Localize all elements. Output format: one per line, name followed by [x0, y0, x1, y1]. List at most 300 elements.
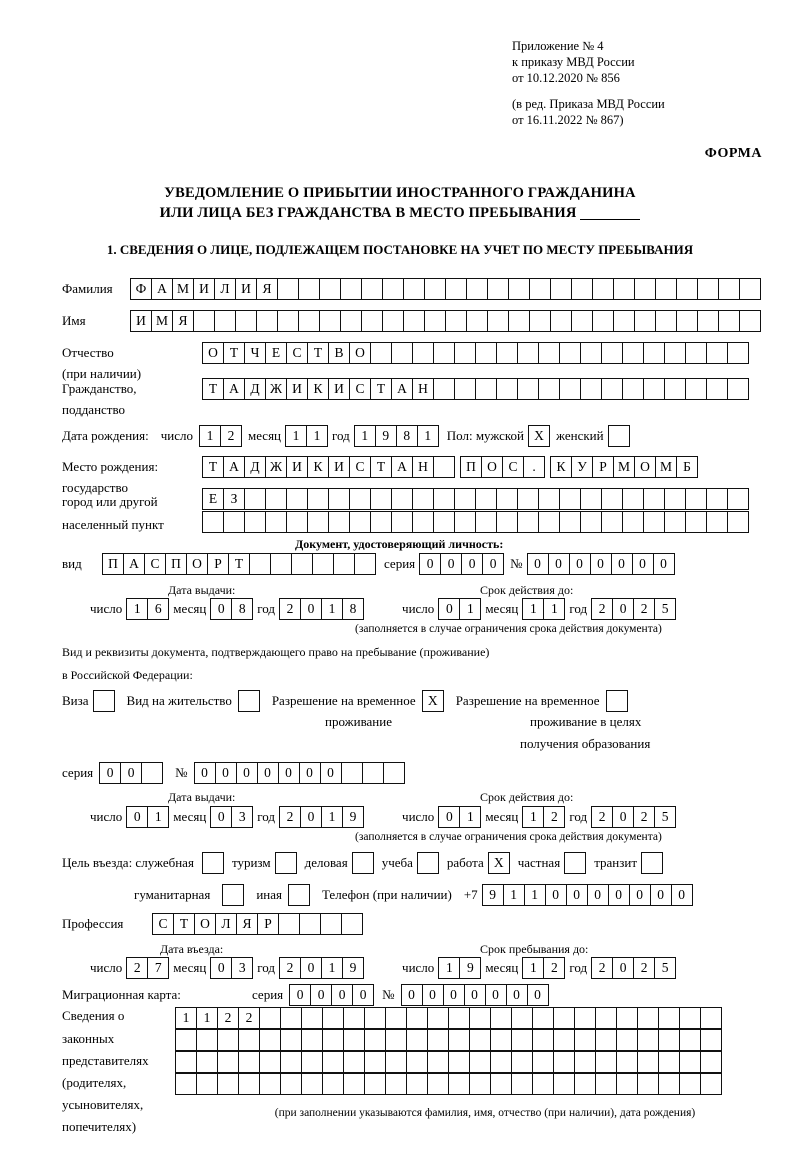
form-cell[interactable]	[685, 378, 707, 400]
form-cell[interactable]: 0	[632, 553, 654, 575]
form-cell[interactable]	[433, 342, 455, 364]
form-cell[interactable]: Н	[412, 456, 434, 478]
form-cell[interactable]	[291, 553, 313, 575]
phone-input[interactable]	[482, 884, 693, 906]
form-cell[interactable]: Т	[202, 378, 224, 400]
form-cell[interactable]	[595, 1073, 617, 1095]
form-cell[interactable]	[559, 378, 581, 400]
form-cell[interactable]	[433, 488, 455, 510]
form-cell[interactable]: К	[550, 456, 572, 478]
form-cell[interactable]	[343, 1051, 365, 1073]
form-cell[interactable]	[427, 1029, 449, 1051]
form-cell[interactable]	[511, 1029, 533, 1051]
form-cell[interactable]: 0	[612, 598, 634, 620]
form-cell[interactable]	[328, 488, 350, 510]
form-cell[interactable]	[256, 310, 278, 332]
form-cell[interactable]: 0	[120, 762, 142, 784]
form-cell[interactable]	[658, 1073, 680, 1095]
form-cell[interactable]	[217, 1029, 239, 1051]
form-cell[interactable]	[706, 378, 728, 400]
permit-series-input[interactable]	[99, 762, 163, 784]
form-cell[interactable]	[580, 342, 602, 364]
form-cell[interactable]: 2	[633, 957, 655, 979]
form-cell[interactable]	[448, 1073, 470, 1095]
form-cell[interactable]: К	[307, 456, 329, 478]
form-cell[interactable]: Т	[307, 342, 329, 364]
form-cell[interactable]: О	[194, 913, 216, 935]
form-cell[interactable]: И	[286, 378, 308, 400]
form-cell[interactable]: 0	[506, 984, 528, 1006]
entry-year-input[interactable]	[279, 957, 364, 979]
birth-month-input[interactable]	[285, 425, 328, 447]
form-cell[interactable]: 0	[650, 884, 672, 906]
form-cell[interactable]: Ч	[244, 342, 266, 364]
form-cell[interactable]	[634, 310, 656, 332]
form-cell[interactable]	[679, 1029, 701, 1051]
form-cell[interactable]: И	[193, 278, 215, 300]
form-cell[interactable]	[580, 488, 602, 510]
form-cell[interactable]: 0	[443, 984, 465, 1006]
form-cell[interactable]	[469, 1073, 491, 1095]
form-cell[interactable]	[616, 1007, 638, 1029]
form-cell[interactable]	[664, 378, 686, 400]
form-cell[interactable]: 9	[342, 806, 364, 828]
form-cell[interactable]: 0	[210, 598, 232, 620]
form-cell[interactable]	[445, 310, 467, 332]
form-cell[interactable]	[511, 1007, 533, 1029]
form-cell[interactable]	[580, 511, 602, 533]
permit-issue-day-input[interactable]	[126, 806, 169, 828]
form-cell[interactable]: 0	[300, 598, 322, 620]
form-cell[interactable]: М	[655, 456, 677, 478]
form-cell[interactable]	[601, 378, 623, 400]
migration-series-input[interactable]	[289, 984, 374, 1006]
form-cell[interactable]: 1	[285, 425, 307, 447]
form-cell[interactable]	[217, 1073, 239, 1095]
form-cell[interactable]: Л	[214, 278, 236, 300]
form-cell[interactable]	[391, 511, 413, 533]
form-cell[interactable]: 1	[126, 598, 148, 620]
form-cell[interactable]: 2	[633, 598, 655, 620]
birth-year-input[interactable]	[354, 425, 439, 447]
form-cell[interactable]: О	[481, 456, 503, 478]
form-cell[interactable]	[700, 1073, 722, 1095]
form-cell[interactable]: И	[130, 310, 152, 332]
form-cell[interactable]: 1	[306, 425, 328, 447]
form-cell[interactable]	[364, 1051, 386, 1073]
form-cell[interactable]	[532, 1029, 554, 1051]
form-cell[interactable]	[307, 488, 329, 510]
legal-rep-line-1-input[interactable]	[175, 1007, 722, 1029]
form-cell[interactable]	[706, 342, 728, 364]
form-cell[interactable]	[553, 1051, 575, 1073]
form-cell[interactable]	[202, 511, 224, 533]
form-cell[interactable]: М	[613, 456, 635, 478]
form-cell[interactable]: М	[172, 278, 194, 300]
form-cell[interactable]	[175, 1029, 197, 1051]
form-cell[interactable]	[301, 1051, 323, 1073]
form-cell[interactable]	[235, 310, 257, 332]
edu-residence-checkbox[interactable]	[606, 690, 628, 712]
form-cell[interactable]	[343, 1007, 365, 1029]
form-cell[interactable]	[406, 1073, 428, 1095]
form-cell[interactable]: С	[502, 456, 524, 478]
form-cell[interactable]	[595, 1051, 617, 1073]
form-cell[interactable]: П	[102, 553, 124, 575]
form-cell[interactable]: 0	[422, 984, 444, 1006]
form-cell[interactable]: К	[307, 378, 329, 400]
form-cell[interactable]	[559, 488, 581, 510]
form-cell[interactable]	[238, 1029, 260, 1051]
form-cell[interactable]: 0	[527, 984, 549, 1006]
form-cell[interactable]	[538, 342, 560, 364]
form-cell[interactable]: 2	[220, 425, 242, 447]
form-cell[interactable]	[382, 310, 404, 332]
form-cell[interactable]	[361, 310, 383, 332]
form-cell[interactable]	[301, 1073, 323, 1095]
form-cell[interactable]	[341, 913, 363, 935]
form-cell[interactable]	[383, 762, 405, 784]
sex-male-checkbox[interactable]: X	[528, 425, 550, 447]
form-cell[interactable]: 1	[196, 1007, 218, 1029]
name-input[interactable]	[130, 310, 761, 332]
form-cell[interactable]	[508, 278, 530, 300]
form-cell[interactable]	[298, 310, 320, 332]
form-cell[interactable]: 5	[654, 957, 676, 979]
form-cell[interactable]	[508, 310, 530, 332]
form-cell[interactable]	[616, 1051, 638, 1073]
form-cell[interactable]: 0	[331, 984, 353, 1006]
form-cell[interactable]: .	[523, 456, 545, 478]
doc-valid-year-input[interactable]	[591, 598, 676, 620]
form-cell[interactable]: А	[391, 378, 413, 400]
form-cell[interactable]: Ж	[265, 378, 287, 400]
form-cell[interactable]	[727, 378, 749, 400]
doc-issue-day-input[interactable]	[126, 598, 169, 620]
form-cell[interactable]: 1	[199, 425, 221, 447]
purpose-business-checkbox[interactable]	[352, 852, 374, 874]
form-cell[interactable]: 0	[671, 884, 693, 906]
form-cell[interactable]	[280, 1073, 302, 1095]
form-cell[interactable]	[364, 1073, 386, 1095]
form-cell[interactable]	[475, 342, 497, 364]
form-cell[interactable]	[340, 278, 362, 300]
form-cell[interactable]	[322, 1029, 344, 1051]
form-cell[interactable]	[622, 488, 644, 510]
purpose-study-checkbox[interactable]	[417, 852, 439, 874]
form-cell[interactable]	[532, 1051, 554, 1073]
form-cell[interactable]	[697, 310, 719, 332]
form-cell[interactable]	[341, 762, 363, 784]
form-cell[interactable]: 0	[590, 553, 612, 575]
purpose-transit-checkbox[interactable]	[641, 852, 663, 874]
form-cell[interactable]: 1	[321, 598, 343, 620]
form-cell[interactable]: Н	[412, 378, 434, 400]
form-cell[interactable]: 1	[354, 425, 376, 447]
form-cell[interactable]: 0	[653, 553, 675, 575]
form-cell[interactable]	[658, 1007, 680, 1029]
form-cell[interactable]	[496, 488, 518, 510]
form-cell[interactable]: 9	[459, 957, 481, 979]
form-cell[interactable]	[658, 1029, 680, 1051]
form-cell[interactable]	[511, 1051, 533, 1073]
form-cell[interactable]	[364, 1007, 386, 1029]
form-cell[interactable]	[496, 342, 518, 364]
form-cell[interactable]	[364, 1029, 386, 1051]
form-cell[interactable]	[328, 511, 350, 533]
form-cell[interactable]	[277, 310, 299, 332]
form-cell[interactable]	[193, 310, 215, 332]
form-cell[interactable]: Р	[592, 456, 614, 478]
form-cell[interactable]	[685, 511, 707, 533]
form-cell[interactable]: 0	[566, 884, 588, 906]
form-cell[interactable]	[238, 1051, 260, 1073]
form-cell[interactable]: 2	[126, 957, 148, 979]
form-cell[interactable]	[391, 488, 413, 510]
form-cell[interactable]: 0	[438, 598, 460, 620]
form-cell[interactable]: 0	[300, 957, 322, 979]
form-cell[interactable]: 0	[210, 957, 232, 979]
form-cell[interactable]: 0	[611, 553, 633, 575]
form-cell[interactable]: 9	[375, 425, 397, 447]
form-cell[interactable]: 1	[503, 884, 525, 906]
form-cell[interactable]: 0	[352, 984, 374, 1006]
form-cell[interactable]	[595, 1007, 617, 1029]
permit-issue-month-input[interactable]	[210, 806, 253, 828]
form-cell[interactable]: Д	[244, 378, 266, 400]
form-cell[interactable]	[643, 511, 665, 533]
form-cell[interactable]	[322, 1073, 344, 1095]
form-cell[interactable]: 2	[279, 957, 301, 979]
form-cell[interactable]	[658, 1051, 680, 1073]
form-cell[interactable]: 0	[289, 984, 311, 1006]
form-cell[interactable]: 3	[231, 806, 253, 828]
form-cell[interactable]: 0	[587, 884, 609, 906]
form-cell[interactable]	[259, 1029, 281, 1051]
entry-month-input[interactable]	[210, 957, 253, 979]
form-cell[interactable]	[700, 1051, 722, 1073]
form-cell[interactable]: 0	[629, 884, 651, 906]
form-cell[interactable]	[475, 511, 497, 533]
form-cell[interactable]	[550, 278, 572, 300]
form-cell[interactable]	[319, 310, 341, 332]
form-cell[interactable]	[319, 278, 341, 300]
form-cell[interactable]: О	[202, 342, 224, 364]
form-cell[interactable]	[655, 278, 677, 300]
form-cell[interactable]	[286, 488, 308, 510]
form-cell[interactable]	[469, 1007, 491, 1029]
form-cell[interactable]: О	[349, 342, 371, 364]
form-cell[interactable]	[469, 1029, 491, 1051]
form-cell[interactable]	[601, 511, 623, 533]
doc-valid-month-input[interactable]	[522, 598, 565, 620]
form-cell[interactable]	[469, 1051, 491, 1073]
form-cell[interactable]	[196, 1029, 218, 1051]
form-cell[interactable]	[574, 1073, 596, 1095]
form-cell[interactable]	[370, 488, 392, 510]
form-cell[interactable]: И	[286, 456, 308, 478]
form-cell[interactable]: А	[223, 378, 245, 400]
form-cell[interactable]	[739, 310, 761, 332]
form-cell[interactable]	[637, 1073, 659, 1095]
form-cell[interactable]: 0	[310, 984, 332, 1006]
form-cell[interactable]: 2	[238, 1007, 260, 1029]
form-cell[interactable]	[517, 488, 539, 510]
form-cell[interactable]: 0	[99, 762, 121, 784]
form-cell[interactable]	[343, 1029, 365, 1051]
form-cell[interactable]: Т	[228, 553, 250, 575]
birthplace-state-input[interactable]	[202, 456, 698, 478]
profession-input[interactable]	[152, 913, 363, 935]
form-cell[interactable]	[244, 511, 266, 533]
form-cell[interactable]: 1	[522, 598, 544, 620]
form-cell[interactable]: 0	[300, 806, 322, 828]
form-cell[interactable]	[574, 1007, 596, 1029]
form-cell[interactable]	[727, 342, 749, 364]
form-cell[interactable]	[637, 1029, 659, 1051]
form-cell[interactable]	[676, 278, 698, 300]
form-cell[interactable]	[727, 511, 749, 533]
form-cell[interactable]	[391, 342, 413, 364]
doc-issue-month-input[interactable]	[210, 598, 253, 620]
form-cell[interactable]	[718, 278, 740, 300]
form-cell[interactable]: 0	[482, 553, 504, 575]
form-cell[interactable]: Ж	[265, 456, 287, 478]
permit-issue-year-input[interactable]	[279, 806, 364, 828]
form-cell[interactable]	[298, 278, 320, 300]
purpose-other-checkbox[interactable]	[288, 884, 310, 906]
form-cell[interactable]: 0	[548, 553, 570, 575]
form-cell[interactable]: 0	[612, 806, 634, 828]
form-cell[interactable]: 0	[126, 806, 148, 828]
form-cell[interactable]	[307, 511, 329, 533]
form-cell[interactable]	[427, 1051, 449, 1073]
form-cell[interactable]: 2	[591, 598, 613, 620]
form-cell[interactable]	[385, 1007, 407, 1029]
form-cell[interactable]: 0	[612, 957, 634, 979]
doc-series-input[interactable]	[419, 553, 504, 575]
form-cell[interactable]	[655, 310, 677, 332]
form-cell[interactable]	[412, 342, 434, 364]
form-cell[interactable]	[445, 278, 467, 300]
form-cell[interactable]	[706, 511, 728, 533]
form-cell[interactable]	[532, 1073, 554, 1095]
visa-checkbox[interactable]	[93, 690, 115, 712]
form-cell[interactable]	[622, 511, 644, 533]
form-cell[interactable]: П	[460, 456, 482, 478]
form-cell[interactable]	[406, 1007, 428, 1029]
form-cell[interactable]: 2	[543, 806, 565, 828]
form-cell[interactable]	[538, 378, 560, 400]
form-cell[interactable]	[286, 511, 308, 533]
form-cell[interactable]: Д	[244, 456, 266, 478]
form-cell[interactable]	[270, 553, 292, 575]
form-cell[interactable]	[550, 310, 572, 332]
form-cell[interactable]	[403, 310, 425, 332]
purpose-service-checkbox[interactable]	[202, 852, 224, 874]
form-cell[interactable]	[532, 1007, 554, 1029]
form-cell[interactable]	[424, 278, 446, 300]
form-cell[interactable]	[322, 1051, 344, 1073]
form-cell[interactable]	[277, 278, 299, 300]
form-cell[interactable]	[592, 278, 614, 300]
form-cell[interactable]	[487, 310, 509, 332]
form-cell[interactable]: 2	[279, 806, 301, 828]
form-cell[interactable]: И	[235, 278, 257, 300]
form-cell[interactable]	[214, 310, 236, 332]
form-cell[interactable]: И	[328, 456, 350, 478]
form-cell[interactable]	[643, 488, 665, 510]
form-cell[interactable]	[490, 1029, 512, 1051]
form-cell[interactable]: С	[349, 456, 371, 478]
form-cell[interactable]	[299, 913, 321, 935]
form-cell[interactable]: 0	[278, 762, 300, 784]
form-cell[interactable]	[280, 1051, 302, 1073]
form-cell[interactable]	[370, 342, 392, 364]
form-cell[interactable]: 2	[279, 598, 301, 620]
form-cell[interactable]	[259, 1073, 281, 1095]
form-cell[interactable]: 1	[522, 806, 544, 828]
form-cell[interactable]: 0	[401, 984, 423, 1006]
form-cell[interactable]	[280, 1029, 302, 1051]
form-cell[interactable]: 0	[215, 762, 237, 784]
permit-valid-year-input[interactable]	[591, 806, 676, 828]
form-cell[interactable]	[175, 1073, 197, 1095]
form-cell[interactable]	[349, 488, 371, 510]
form-cell[interactable]: 0	[438, 806, 460, 828]
form-cell[interactable]	[454, 342, 476, 364]
form-cell[interactable]: З	[223, 488, 245, 510]
purpose-humanitarian-checkbox[interactable]	[222, 884, 244, 906]
form-cell[interactable]	[664, 488, 686, 510]
form-cell[interactable]	[637, 1007, 659, 1029]
form-cell[interactable]	[322, 1007, 344, 1029]
form-cell[interactable]	[196, 1073, 218, 1095]
stay-day-input[interactable]	[438, 957, 481, 979]
form-cell[interactable]	[601, 488, 623, 510]
purpose-private-checkbox[interactable]	[564, 852, 586, 874]
form-cell[interactable]	[574, 1051, 596, 1073]
form-cell[interactable]	[175, 1051, 197, 1073]
form-cell[interactable]: Б	[676, 456, 698, 478]
form-cell[interactable]	[362, 762, 384, 784]
form-cell[interactable]	[448, 1029, 470, 1051]
purpose-work-checkbox[interactable]: X	[488, 852, 510, 874]
form-cell[interactable]	[559, 342, 581, 364]
form-cell[interactable]	[320, 913, 342, 935]
form-cell[interactable]	[259, 1051, 281, 1073]
form-cell[interactable]	[700, 1029, 722, 1051]
form-cell[interactable]	[370, 511, 392, 533]
form-cell[interactable]: Е	[202, 488, 224, 510]
form-cell[interactable]	[454, 378, 476, 400]
form-cell[interactable]	[679, 1051, 701, 1073]
form-cell[interactable]: П	[165, 553, 187, 575]
form-cell[interactable]: Т	[370, 378, 392, 400]
form-cell[interactable]: 6	[147, 598, 169, 620]
form-cell[interactable]	[580, 378, 602, 400]
form-cell[interactable]	[349, 511, 371, 533]
form-cell[interactable]	[223, 511, 245, 533]
form-cell[interactable]	[490, 1051, 512, 1073]
form-cell[interactable]: 1	[459, 598, 481, 620]
form-cell[interactable]: 7	[147, 957, 169, 979]
form-cell[interactable]: Я	[236, 913, 258, 935]
form-cell[interactable]	[517, 511, 539, 533]
form-cell[interactable]: Р	[207, 553, 229, 575]
form-cell[interactable]: 0	[419, 553, 441, 575]
temp-residence-checkbox[interactable]: X	[422, 690, 444, 712]
